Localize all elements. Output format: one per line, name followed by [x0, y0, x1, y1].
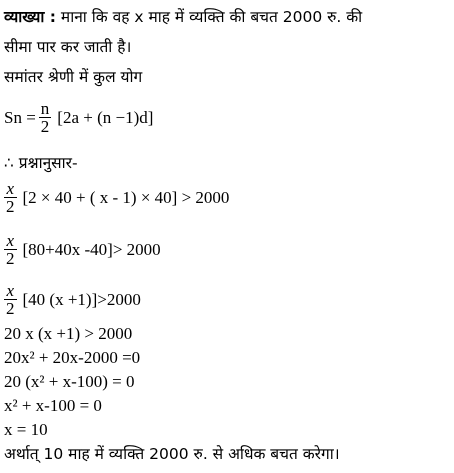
step-3	[4, 282, 141, 317]
formula-frac-den: 2	[40, 117, 50, 136]
intro-line-2: सीमा पार कर जाती है।	[4, 38, 132, 56]
formula-frac-num: n	[40, 99, 50, 118]
formula-rhs: [2a + (n −1)d]	[57, 107, 154, 127]
step-6: 20 (x² + x-100) = 0	[4, 372, 135, 391]
step-2-frac-den: 2	[6, 249, 15, 268]
ap-sum-label: समांतर श्रेणी में कुल योग	[4, 68, 143, 86]
step-1-frac-num: x	[4, 180, 17, 198]
step-7: x² + x-100 = 0	[4, 396, 102, 415]
step-3-frac-den: 2	[6, 299, 15, 318]
step-1-fraction	[4, 180, 17, 215]
sum-formula	[4, 100, 153, 135]
step-1	[4, 180, 229, 215]
heading-label: व्याख्या :	[4, 8, 56, 26]
step-2	[4, 232, 161, 267]
step-4: 20 x (x +1) > 2000	[4, 324, 133, 343]
step-2-fraction	[4, 232, 17, 267]
intro-text-1: माना कि वह x माह में व्यक्ति की बचत 2000 रु. की	[60, 8, 363, 26]
step-2-frac-num: x	[4, 232, 17, 250]
step-8: x = 10	[4, 420, 48, 439]
formula-fraction	[39, 100, 52, 135]
therefore-line: ∴ प्रश्नानुसार-	[4, 154, 78, 172]
step-1-rhs: [2 × 40 + ( x - 1) × 40] > 2000	[22, 187, 230, 207]
step-1-frac-den: 2	[6, 197, 15, 216]
step-3-rhs: [40 (x +1)]>2000	[22, 289, 141, 309]
step-2-rhs: [80+40x -40]> 2000	[22, 239, 161, 259]
intro-line-1	[4, 6, 362, 28]
step-3-frac-num: x	[4, 282, 17, 300]
step-5: 20x² + 20x-2000 =0	[4, 348, 141, 367]
step-3-fraction	[4, 282, 17, 317]
formula-lhs: Sn =	[4, 107, 36, 127]
conclusion-line: अर्थात् 10 माह में व्यक्ति 2000 रु. से अधिक बचत करेगा।	[4, 445, 340, 463]
